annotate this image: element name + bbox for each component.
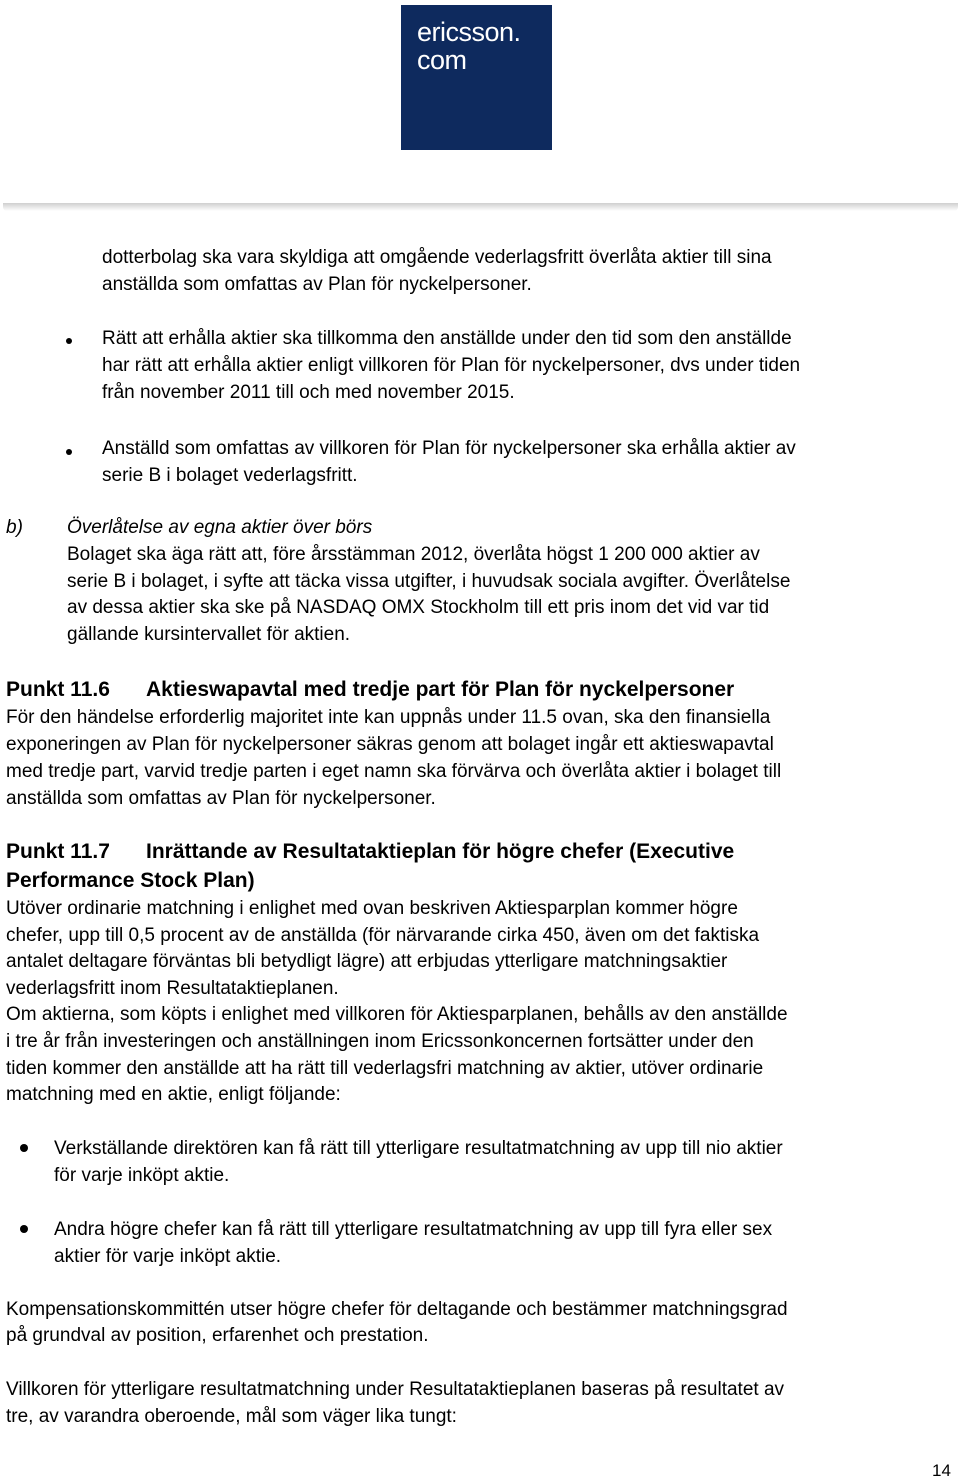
bullet-b2-line-1: Andra högre chefer kan få rätt till ytterligare resultatmatchning av upp till fyra eller sex bbox=[54, 1219, 773, 1240]
punkt-11-6-line-4: anställda som omfattas av Plan för nyckelpersoner. bbox=[6, 788, 436, 809]
ericsson-logo bbox=[401, 5, 552, 150]
punkt-11-7-title-line-2: Performance Stock Plan) bbox=[6, 869, 255, 892]
punkt-11-7-p2-line-3: tiden kommer den anställde att ha rätt till vederlagsfri matchning av aktier, utöver ordinarie bbox=[6, 1058, 764, 1079]
punkt-11-6-line-1: För den händelse erforderlig majoritet inte kan uppnås under 11.5 ovan, ska den finansiella bbox=[6, 707, 771, 728]
section-b-line-1: Bolaget ska äga rätt att, före årsstämman 2012, överlåta högst 1 200 000 aktier av bbox=[67, 544, 760, 565]
punkt-11-7-p1-line-1: Utöver ordinarie matchning i enlighet med ovan beskriven Aktiesparplan kommer högre bbox=[6, 898, 738, 919]
page-number: 14 bbox=[932, 1461, 951, 1480]
section-b-line-3: av dessa aktier ska ske på NASDAQ OMX Stockholm till ett pris inom det vid var tid bbox=[67, 597, 770, 618]
punkt-11-7-p1-line-4: vederlagsfritt inom Resultataktieplanen. bbox=[6, 978, 339, 999]
closing-p1-line-1: Kompensationskommittén utser högre chefer för deltagande och bestämmer matchningsgrad bbox=[6, 1299, 788, 1320]
section-b-title: Överlåtelse av egna aktier över börs bbox=[67, 517, 373, 538]
logo-text bbox=[417, 18, 521, 74]
bullet-a1-line-2: har rätt att erhålla aktier enligt villkoren för Plan för nyckelpersoner, dvs under tiden bbox=[102, 355, 801, 376]
bullet-icon bbox=[20, 1225, 28, 1233]
intro-line-2: anställda som omfattas av Plan för nyckelpersoner. bbox=[102, 274, 532, 295]
punkt-11-7-p1-line-3: antalet deltagare förväntas bli betydligt lägre) att erbjudas ytterligare matchningsaktier bbox=[6, 951, 728, 972]
bullet-a1-line-1: Rätt att erhålla aktier ska tillkomma den anställde under den tid som den anställde bbox=[102, 328, 792, 349]
bullet-icon bbox=[66, 449, 72, 455]
intro-line-1: dotterbolag ska vara skyldiga att omgående vederlagsfritt överlåta aktier till sina bbox=[102, 247, 772, 268]
closing-p2-line-2: tre, av varandra oberoende, mål som väger lika tungt: bbox=[6, 1406, 457, 1427]
logo-line-1: ericsson. bbox=[417, 17, 521, 47]
punkt-11-7-number: Punkt 11.7 bbox=[6, 840, 110, 863]
punkt-11-6-title: Aktieswapavtal med tredje part för Plan för nyckelpersoner bbox=[146, 678, 735, 701]
punkt-11-7-p2-line-4: matchning med en aktie, enligt följande: bbox=[6, 1084, 341, 1105]
bullet-a2-line-2: serie B i bolaget vederlagsfritt. bbox=[102, 465, 358, 486]
section-b-line-2: serie B i bolaget, i syfte att täcka vissa utgifter, i huvudsak sociala avgifter. Överlåtelse bbox=[67, 571, 791, 592]
header-divider bbox=[3, 203, 958, 211]
bullet-a1-line-3: från november 2011 till och med november 2015. bbox=[102, 382, 515, 403]
bullet-icon bbox=[20, 1144, 28, 1152]
punkt-11-7-p1-line-2: chefer, upp till 0,5 procent av de anställda (för närvarande cirka 450, även om det faktiska bbox=[6, 925, 760, 946]
section-b-line-4: gällande kursintervallet för aktien. bbox=[67, 624, 351, 645]
logo-line-2: com bbox=[417, 45, 467, 75]
closing-p1-line-2: på grundval av position, erfarenhet och prestation. bbox=[6, 1325, 429, 1346]
punkt-11-7-p2-line-1: Om aktierna, som köpts i enlighet med villkoren för Aktiesparplanen, behålls av den anställde bbox=[6, 1004, 788, 1025]
bullet-b2-line-2: aktier för varje inköpt aktie. bbox=[54, 1246, 282, 1267]
bullet-icon bbox=[66, 338, 72, 344]
section-b-marker: b) bbox=[6, 517, 23, 538]
punkt-11-6-number: Punkt 11.6 bbox=[6, 678, 110, 701]
punkt-11-6-line-2: exponeringen av Plan för nyckelpersoner säkras genom att bolaget ingår ett aktieswapavtal bbox=[6, 734, 774, 755]
bullet-b1-line-2: för varje inköpt aktie. bbox=[54, 1165, 230, 1186]
punkt-11-7-title-line-1: Inrättande av Resultataktieplan för högre chefer (Executive bbox=[146, 840, 735, 863]
bullet-a2-line-1: Anställd som omfattas av villkoren för Plan för nyckelpersoner ska erhålla aktier av bbox=[102, 438, 796, 459]
bullet-b1-line-1: Verkställande direktören kan få rätt till ytterligare resultatmatchning av upp till nio aktier bbox=[54, 1138, 783, 1159]
closing-p2-line-1: Villkoren för ytterligare resultatmatchning under Resultataktieplanen baseras på resultatet av bbox=[6, 1379, 785, 1400]
punkt-11-7-p2-line-2: i tre år från investeringen och anställningen inom Ericssonkoncernen fortsätter under den bbox=[6, 1031, 754, 1052]
punkt-11-6-line-3: med tredje part, varvid tredje parten i eget namn ska förvärva och överlåta aktier i bolaget till bbox=[6, 761, 782, 782]
